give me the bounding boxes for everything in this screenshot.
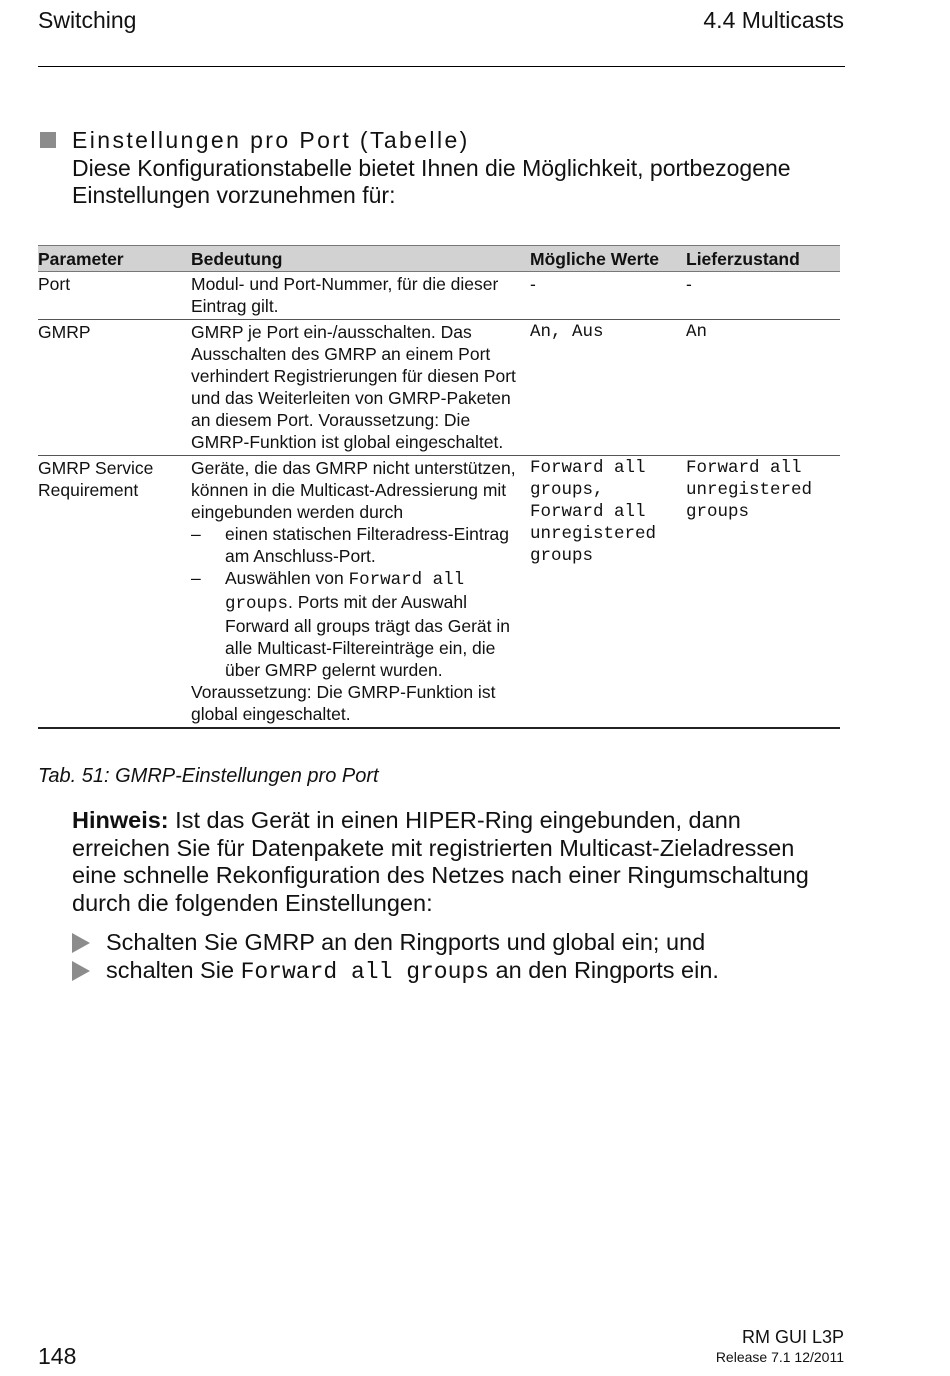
section-title: Einstellungen pro Port (Tabelle) [72, 127, 470, 153]
step-text [106, 957, 719, 985]
step-text: Schalten Sie GMRP an den Ringports und global ein; und [106, 929, 706, 955]
cell-meaning [191, 456, 530, 729]
note-text: Ist das Gerät in einen HIPER-Ring eingebunden, dann erreichen Sie für Datenpakete mit registrierten Multicast-Zieladressen eine schnelle Rekonfiguration des Netzes nach einer Ringumschaltung durch die folgenden Einstellungen: [72, 807, 809, 916]
cell-values: - [530, 272, 686, 320]
cell-default: Forward all unregistered groups [686, 456, 840, 729]
square-bullet-icon [40, 132, 56, 148]
cell-meaning: GMRP je Port ein-/ausschalten. Das Ausschalten des GMRP an einem Port verhindert Registrierungen für diesen Port und das Weiterleiten von GMRP-Paketen an diesem Port. Voraussetzung: Die GMRP-Funktion ist global eingeschaltet. [191, 320, 530, 456]
note-label: Hinweis: [72, 807, 169, 833]
table-row [38, 320, 840, 456]
cell-param: GMRP [38, 320, 191, 456]
dash-bullet: – [191, 524, 201, 544]
cell-param: Port [38, 272, 191, 320]
cell-default: An [686, 320, 840, 456]
table-header-row [38, 246, 840, 272]
cell-default: - [686, 272, 840, 320]
text-suffix: . Ports mit der Auswahl Forward all groups trägt das Gerät in alle Multicast-Filtereinträge ein, die über GMRP gelernt wurden. [225, 592, 510, 680]
gmrp-settings-table [38, 245, 840, 729]
table-row [38, 272, 840, 320]
meaning-outro: Voraussetzung: Die GMRP-Funktion ist global eingeschaltet. [191, 682, 496, 724]
column-header-parameter: Parameter [38, 246, 191, 272]
list-item [191, 567, 530, 681]
table-caption: Tab. 51: GMRP-Einstellungen pro Port [38, 765, 379, 787]
list-item [191, 523, 530, 567]
code-text: Forward all groups [240, 959, 490, 985]
page-number: 148 [38, 1343, 77, 1369]
footer-doc-title: RM GUI L3P [741, 1327, 844, 1347]
step-item [72, 957, 719, 985]
footer-release: Release 7.1 12/2011 [715, 1349, 844, 1365]
triangle-arrow-icon [72, 933, 90, 953]
cell-meaning: Modul- und Port-Nummer, für die dieser Eintrag gilt. [191, 272, 530, 320]
list-item-text [225, 567, 530, 681]
cell-values: An, Aus [530, 320, 686, 456]
text-prefix: schalten Sie [106, 957, 241, 983]
running-header-right: 4.4 Multicasts [703, 7, 844, 33]
header-rule [38, 66, 845, 67]
note-paragraph [72, 807, 842, 917]
column-header-default: Lieferzustand [686, 246, 840, 272]
dash-bullet: – [191, 568, 201, 588]
step-item [72, 929, 705, 956]
text-prefix: Auswählen von [225, 568, 349, 588]
triangle-arrow-icon [72, 961, 90, 981]
text-suffix: an den Ringports ein. [489, 957, 719, 983]
list-item-text: einen statischen Filteradress-Eintrag am Anschluss-Port. [225, 524, 510, 566]
cell-values: Forward all groups, Forward all unregistered groups [530, 456, 686, 729]
meaning-intro: Geräte, die das GMRP nicht unterstützen, können in die Multicast-Adressierung mit eingebunden werden durch [191, 458, 516, 522]
section-intro: Diese Konfigurationstabelle bietet Ihnen die Möglichkeit, portbezogene Einstellungen vorzunehmen für: [72, 155, 791, 208]
column-header-values: Mögliche Werte [530, 246, 686, 272]
table-row [38, 456, 840, 729]
code-text: Forward all groups [225, 570, 465, 614]
cell-param: GMRP Service Requirement [38, 456, 191, 729]
running-header-left: Switching [38, 7, 137, 33]
column-header-meaning: Bedeutung [191, 246, 530, 272]
